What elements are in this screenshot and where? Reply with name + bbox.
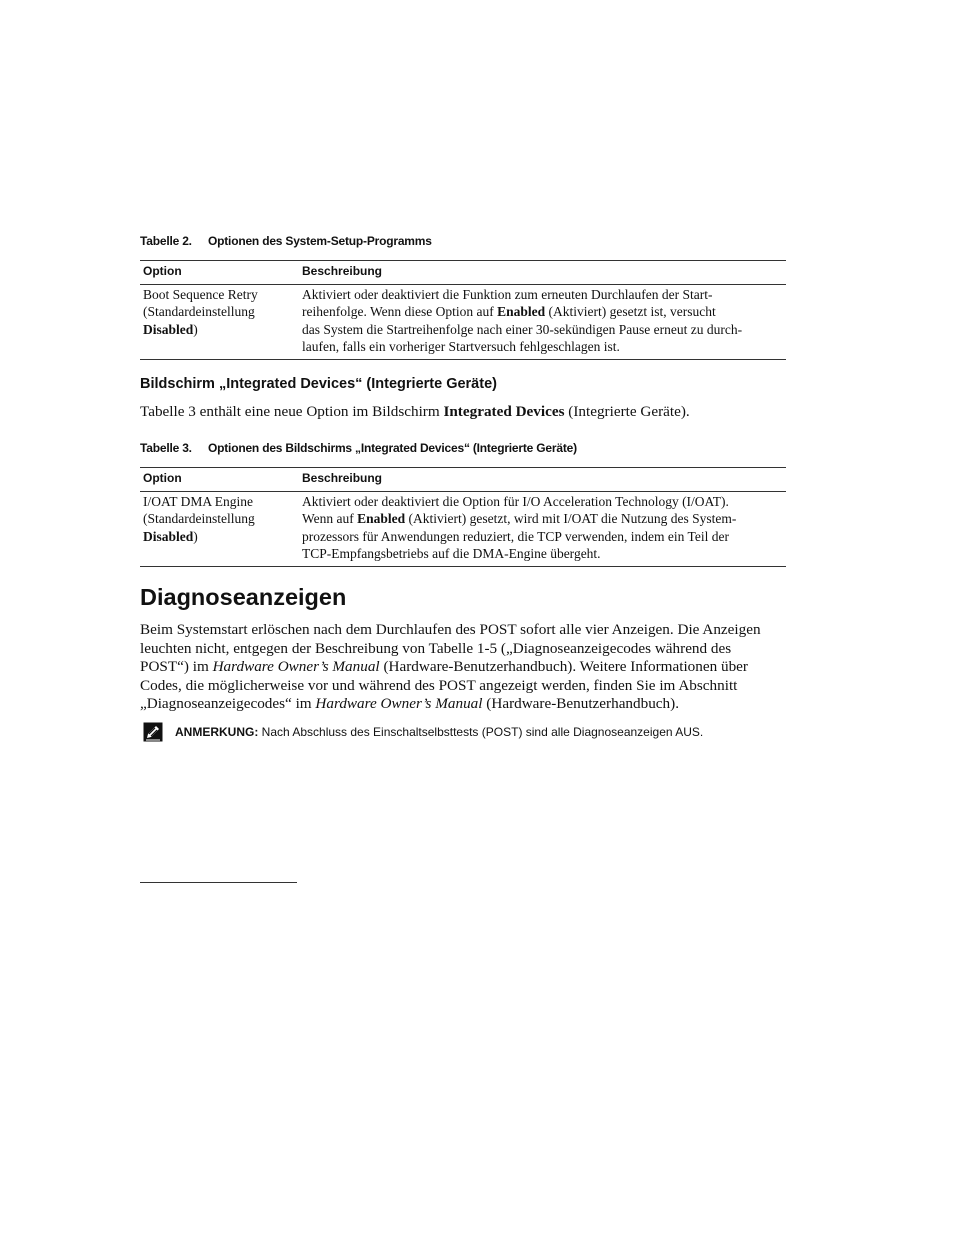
footnote-divider <box>140 882 297 883</box>
table3-caption-number: Tabelle 3. <box>140 441 192 455</box>
desc-line: Aktiviert oder deaktiviert die Option für I/O Acceleration Technology (I/OAT). <box>302 494 729 509</box>
desc-bold: Enabled <box>497 304 546 320</box>
table2-caption <box>140 234 432 248</box>
table-row <box>140 492 786 567</box>
table3 <box>140 467 786 567</box>
table-row <box>140 285 786 360</box>
manual-title: Hardware Owner’s Manual <box>315 695 483 713</box>
table3-col-option: Option <box>140 468 299 492</box>
desc-line: das System die Startreihenfolge nach einer 30-sekündigen Pause erneut zu durch- <box>302 321 743 337</box>
table2-caption-title: Optionen des System-Setup-Programms <box>208 234 432 248</box>
para-line: Beim Systemstart erlöschen nach dem Durchlaufen des POST sofort alle vier Anzeigen. Die Anzeigen <box>140 621 761 638</box>
page-title: Diagnoseanzeigen <box>140 584 347 610</box>
note-body: Nach Abschluss des Einschaltselbsttests (POST) sind alle Diagnoseanzeigen AUS. <box>258 725 704 739</box>
option-default-value: Disabled <box>143 528 194 544</box>
table2-col-description: Beschreibung <box>299 261 786 285</box>
table3-header-row <box>140 468 786 492</box>
desc-line: Aktiviert oder deaktiviert die Funktion zum erneuten Durchlaufen der Start- <box>302 287 713 302</box>
para-text: (Integrierte Geräte). <box>564 403 690 420</box>
table2-option-cell <box>140 285 299 360</box>
note-text <box>175 725 703 739</box>
para-text: Tabelle 3 enthält eine neue Option im Bildschirm <box>140 403 444 420</box>
note-pencil-icon <box>143 722 163 742</box>
desc-line: TCP-Empfangsbetriebs auf die DMA-Engine übergeht. <box>302 545 601 561</box>
option-name: Boot Sequence Retry <box>143 287 258 302</box>
desc-line: laufen, falls ein vorheriger Startversuch fehlgeschlagen ist. <box>302 338 620 354</box>
para-line: POST“) im <box>140 658 213 676</box>
integrated-devices-text <box>140 403 800 422</box>
integrated-devices-heading: Bildschirm „Integrated Devices“ (Integrierte Geräte) <box>140 376 497 392</box>
para-line: leuchten nicht, entgegen der Beschreibung von Tabelle 1-5 („Diagnoseanzeigecodes während des <box>140 639 732 657</box>
desc-line: prozessors für Anwendungen reduziert, die TCP verwenden, indem ein Teil der <box>302 528 729 544</box>
table2-col-option: Option <box>140 261 299 285</box>
desc-line: (Aktiviert) gesetzt ist, versucht <box>545 304 716 320</box>
para-line: (Hardware-Benutzerhandbuch). Weitere Informationen über <box>379 658 748 676</box>
option-close-paren: ) <box>193 321 198 337</box>
table3-caption-title: Optionen des Bildschirms „Integrated Devices“ (Integrierte Geräte) <box>208 441 577 455</box>
table3-option-cell <box>140 492 299 567</box>
option-default-label: (Standardeinstellung <box>143 304 255 320</box>
option-default-value: Disabled <box>143 321 194 337</box>
para-bold: Integrated Devices <box>443 403 565 420</box>
option-close-paren: ) <box>193 528 198 544</box>
para-line: (Hardware-Benutzerhandbuch). <box>482 695 679 713</box>
para-line: Codes, die möglicherweise vor und während des POST angezeigt werden, finden Sie im Abschnitt <box>140 676 738 694</box>
desc-line: (Aktiviert) gesetzt, wird mit I/OAT die Nutzung des System- <box>405 511 737 527</box>
para-line: „Diagnoseanzeigecodes“ im <box>140 695 316 713</box>
desc-line: reihenfolge. Wenn diese Option auf <box>302 304 498 320</box>
option-name: I/OAT DMA Engine <box>143 494 253 509</box>
desc-line: Wenn auf <box>302 511 358 527</box>
desc-bold: Enabled <box>357 511 406 527</box>
table3-caption <box>140 441 577 455</box>
table2-header-row <box>140 261 786 285</box>
table2-caption-number: Tabelle 2. <box>140 234 192 248</box>
note-box <box>143 722 803 744</box>
option-default-label: (Standardeinstellung <box>143 511 255 527</box>
note-label: ANMERKUNG: <box>175 725 259 739</box>
table2-description-cell <box>299 285 786 360</box>
diagnose-paragraph <box>140 621 800 714</box>
table3-description-cell <box>299 492 786 567</box>
table2 <box>140 260 786 360</box>
manual-title: Hardware Owner’s Manual <box>212 658 380 676</box>
table3-col-description: Beschreibung <box>299 468 786 492</box>
